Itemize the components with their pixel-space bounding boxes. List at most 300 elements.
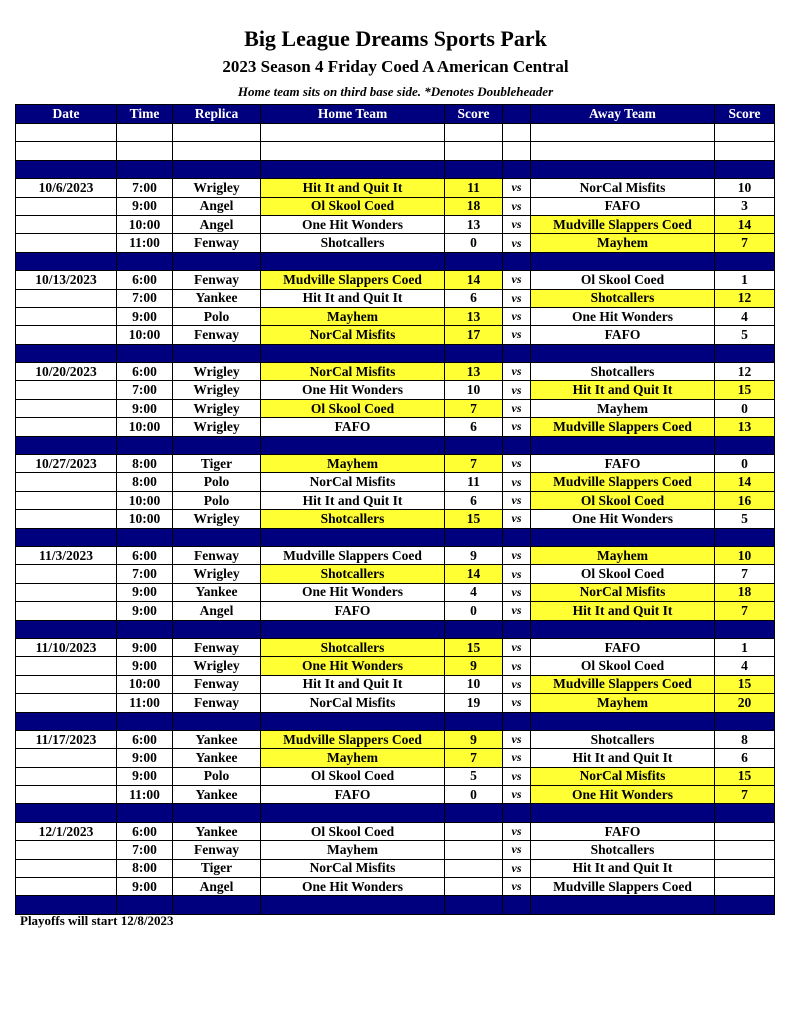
home-score-cell: 6 bbox=[445, 418, 503, 436]
date-cell bbox=[16, 675, 117, 693]
vs-cell: vs bbox=[503, 234, 531, 252]
home-score-cell: 14 bbox=[445, 271, 503, 289]
time-cell: 9:00 bbox=[117, 307, 173, 325]
date-cell: 11/3/2023 bbox=[16, 546, 117, 564]
schedule-note: Home team sits on third base side. *Denotes Doubleheader bbox=[237, 84, 554, 99]
away-team-cell: FAFO bbox=[531, 326, 715, 344]
vs-cell: vs bbox=[503, 455, 531, 473]
table-row bbox=[16, 602, 775, 620]
vs-cell bbox=[503, 124, 531, 142]
vs-cell: vs bbox=[503, 197, 531, 215]
table-row bbox=[16, 730, 775, 748]
vs-cell bbox=[503, 436, 531, 454]
away-team-cell bbox=[531, 620, 715, 638]
away-team-cell: One Hit Wonders bbox=[531, 510, 715, 528]
away-team-cell: Mayhem bbox=[531, 546, 715, 564]
time-cell: 6:00 bbox=[117, 730, 173, 748]
replica-cell: Polo bbox=[173, 767, 261, 785]
date-cell: 11/10/2023 bbox=[16, 638, 117, 656]
away-team-cell: NorCal Misfits bbox=[531, 767, 715, 785]
away-score-cell: 10 bbox=[715, 179, 775, 197]
replica-cell: Wrigley bbox=[173, 418, 261, 436]
week-separator-row bbox=[16, 436, 775, 454]
home-score-cell: 0 bbox=[445, 786, 503, 804]
vs-cell bbox=[503, 160, 531, 178]
time-cell bbox=[117, 804, 173, 822]
date-cell bbox=[16, 289, 117, 307]
home-team-cell: NorCal Misfits bbox=[261, 473, 445, 491]
home-score-cell: 17 bbox=[445, 326, 503, 344]
table-row bbox=[16, 215, 775, 233]
col-header-time: Time bbox=[117, 105, 173, 124]
away-team-cell: NorCal Misfits bbox=[531, 583, 715, 601]
time-cell: 10:00 bbox=[117, 675, 173, 693]
vs-cell: vs bbox=[503, 491, 531, 509]
away-score-cell: 3 bbox=[715, 197, 775, 215]
away-team-cell: Mudville Slappers Coed bbox=[531, 215, 715, 233]
vs-cell: vs bbox=[503, 326, 531, 344]
table-row bbox=[16, 841, 775, 859]
replica-cell bbox=[173, 620, 261, 638]
away-score-cell: 5 bbox=[715, 510, 775, 528]
time-cell: 6:00 bbox=[117, 363, 173, 381]
home-score-cell bbox=[445, 252, 503, 270]
time-cell bbox=[117, 124, 173, 142]
away-team-cell: Mayhem bbox=[531, 694, 715, 712]
table-row bbox=[16, 399, 775, 417]
replica-cell: Yankee bbox=[173, 583, 261, 601]
replica-cell bbox=[173, 160, 261, 178]
vs-cell: vs bbox=[503, 307, 531, 325]
away-score-cell: 14 bbox=[715, 215, 775, 233]
replica-cell bbox=[173, 896, 261, 914]
away-score-cell bbox=[715, 436, 775, 454]
replica-cell: Fenway bbox=[173, 234, 261, 252]
vs-cell: vs bbox=[503, 215, 531, 233]
away-team-cell bbox=[531, 712, 715, 730]
date-cell: 12/1/2023 bbox=[16, 822, 117, 840]
away-score-cell: 13 bbox=[715, 418, 775, 436]
replica-cell: Polo bbox=[173, 473, 261, 491]
home-team-cell: Shotcallers bbox=[261, 638, 445, 656]
date-cell bbox=[16, 896, 117, 914]
away-team-cell bbox=[531, 252, 715, 270]
vs-cell: vs bbox=[503, 786, 531, 804]
replica-cell: Angel bbox=[173, 197, 261, 215]
replica-cell: Angel bbox=[173, 878, 261, 896]
home-team-cell bbox=[261, 124, 445, 142]
vs-cell: vs bbox=[503, 381, 531, 399]
home-score-cell bbox=[445, 712, 503, 730]
time-cell: 8:00 bbox=[117, 455, 173, 473]
home-score-cell: 6 bbox=[445, 289, 503, 307]
table-row bbox=[16, 381, 775, 399]
date-cell bbox=[16, 786, 117, 804]
replica-cell bbox=[173, 344, 261, 362]
blank-row bbox=[16, 142, 775, 160]
time-cell: 8:00 bbox=[117, 473, 173, 491]
date-cell bbox=[16, 418, 117, 436]
table-row bbox=[16, 694, 775, 712]
home-team-cell: FAFO bbox=[261, 602, 445, 620]
vs-cell bbox=[503, 252, 531, 270]
date-cell: 10/13/2023 bbox=[16, 271, 117, 289]
time-cell bbox=[117, 252, 173, 270]
away-score-cell: 7 bbox=[715, 565, 775, 583]
home-score-cell: 9 bbox=[445, 657, 503, 675]
away-score-cell bbox=[715, 878, 775, 896]
vs-cell: vs bbox=[503, 363, 531, 381]
away-team-cell bbox=[531, 436, 715, 454]
away-score-cell: 0 bbox=[715, 399, 775, 417]
time-cell: 9:00 bbox=[117, 749, 173, 767]
date-cell bbox=[16, 491, 117, 509]
table-row bbox=[16, 565, 775, 583]
date-cell bbox=[16, 399, 117, 417]
time-cell: 6:00 bbox=[117, 546, 173, 564]
away-team-cell: Ol Skool Coed bbox=[531, 657, 715, 675]
time-cell: 10:00 bbox=[117, 418, 173, 436]
table-row bbox=[16, 859, 775, 877]
replica-cell: Yankee bbox=[173, 786, 261, 804]
home-team-cell: Ol Skool Coed bbox=[261, 767, 445, 785]
home-team-cell: One Hit Wonders bbox=[261, 878, 445, 896]
home-team-cell: Mudville Slappers Coed bbox=[261, 730, 445, 748]
date-cell bbox=[16, 767, 117, 785]
date-cell bbox=[16, 234, 117, 252]
away-score-cell: 15 bbox=[715, 767, 775, 785]
date-cell: 10/27/2023 bbox=[16, 455, 117, 473]
home-team-cell: Hit It and Quit It bbox=[261, 179, 445, 197]
replica-cell: Fenway bbox=[173, 546, 261, 564]
away-score-cell: 5 bbox=[715, 326, 775, 344]
replica-cell: Wrigley bbox=[173, 510, 261, 528]
schedule-table bbox=[15, 104, 775, 915]
table-row bbox=[16, 179, 775, 197]
replica-cell: Fenway bbox=[173, 271, 261, 289]
vs-cell: vs bbox=[503, 583, 531, 601]
home-team-cell bbox=[261, 142, 445, 160]
replica-cell: Fenway bbox=[173, 638, 261, 656]
replica-cell: Fenway bbox=[173, 841, 261, 859]
away-score-cell: 4 bbox=[715, 307, 775, 325]
date-cell bbox=[16, 804, 117, 822]
vs-cell: vs bbox=[503, 179, 531, 197]
time-cell: 7:00 bbox=[117, 565, 173, 583]
home-team-cell: Shotcallers bbox=[261, 510, 445, 528]
away-score-cell bbox=[715, 712, 775, 730]
home-score-cell bbox=[445, 160, 503, 178]
vs-cell: vs bbox=[503, 694, 531, 712]
replica-cell: Angel bbox=[173, 215, 261, 233]
replica-cell: Yankee bbox=[173, 289, 261, 307]
away-team-cell bbox=[531, 124, 715, 142]
away-team-cell: FAFO bbox=[531, 197, 715, 215]
vs-cell bbox=[503, 344, 531, 362]
away-score-cell bbox=[715, 160, 775, 178]
away-score-cell: 7 bbox=[715, 786, 775, 804]
time-cell: 11:00 bbox=[117, 234, 173, 252]
home-score-cell bbox=[445, 878, 503, 896]
table-row bbox=[16, 510, 775, 528]
vs-cell: vs bbox=[503, 657, 531, 675]
away-score-cell: 7 bbox=[715, 234, 775, 252]
date-cell bbox=[16, 657, 117, 675]
table-row bbox=[16, 657, 775, 675]
home-score-cell bbox=[445, 344, 503, 362]
time-cell bbox=[117, 436, 173, 454]
replica-cell bbox=[173, 528, 261, 546]
table-row bbox=[16, 749, 775, 767]
away-team-cell: FAFO bbox=[531, 638, 715, 656]
home-score-cell: 11 bbox=[445, 473, 503, 491]
vs-cell bbox=[503, 620, 531, 638]
away-team-cell: Mudville Slappers Coed bbox=[531, 878, 715, 896]
replica-cell: Fenway bbox=[173, 675, 261, 693]
away-score-cell bbox=[715, 804, 775, 822]
home-team-cell: Mayhem bbox=[261, 749, 445, 767]
date-cell bbox=[16, 344, 117, 362]
home-score-cell bbox=[445, 859, 503, 877]
col-header-home-team: Home Team bbox=[261, 105, 445, 124]
replica-cell: Wrigley bbox=[173, 565, 261, 583]
time-cell: 11:00 bbox=[117, 786, 173, 804]
away-score-cell: 1 bbox=[715, 271, 775, 289]
home-team-cell: Shotcallers bbox=[261, 565, 445, 583]
vs-cell: vs bbox=[503, 546, 531, 564]
away-team-cell: Mudville Slappers Coed bbox=[531, 675, 715, 693]
home-team-cell: NorCal Misfits bbox=[261, 363, 445, 381]
vs-cell: vs bbox=[503, 602, 531, 620]
home-score-cell: 4 bbox=[445, 583, 503, 601]
replica-cell: Yankee bbox=[173, 749, 261, 767]
vs-cell: vs bbox=[503, 767, 531, 785]
away-team-cell: Ol Skool Coed bbox=[531, 565, 715, 583]
date-cell bbox=[16, 565, 117, 583]
replica-cell: Wrigley bbox=[173, 657, 261, 675]
home-score-cell bbox=[445, 142, 503, 160]
home-team-cell bbox=[261, 344, 445, 362]
replica-cell: Tiger bbox=[173, 859, 261, 877]
week-separator-row bbox=[16, 344, 775, 362]
home-team-cell: Mudville Slappers Coed bbox=[261, 271, 445, 289]
date-cell bbox=[16, 381, 117, 399]
away-team-cell: Mayhem bbox=[531, 399, 715, 417]
home-team-cell bbox=[261, 252, 445, 270]
home-score-cell: 6 bbox=[445, 491, 503, 509]
away-team-cell: Hit It and Quit It bbox=[531, 381, 715, 399]
table-row bbox=[16, 307, 775, 325]
away-score-cell: 18 bbox=[715, 583, 775, 601]
table-row bbox=[16, 455, 775, 473]
away-score-cell: 6 bbox=[715, 749, 775, 767]
home-team-cell: Hit It and Quit It bbox=[261, 289, 445, 307]
vs-cell: vs bbox=[503, 418, 531, 436]
vs-cell: vs bbox=[503, 675, 531, 693]
home-score-cell bbox=[445, 896, 503, 914]
replica-cell: Wrigley bbox=[173, 399, 261, 417]
home-score-cell: 10 bbox=[445, 381, 503, 399]
week-separator-row bbox=[16, 896, 775, 914]
replica-cell: Tiger bbox=[173, 455, 261, 473]
date-cell bbox=[16, 473, 117, 491]
home-team-cell: Ol Skool Coed bbox=[261, 399, 445, 417]
replica-cell: Yankee bbox=[173, 730, 261, 748]
vs-cell bbox=[503, 804, 531, 822]
home-team-cell bbox=[261, 160, 445, 178]
away-team-cell: Ol Skool Coed bbox=[531, 491, 715, 509]
home-score-cell: 0 bbox=[445, 234, 503, 252]
table-row bbox=[16, 197, 775, 215]
time-cell: 9:00 bbox=[117, 638, 173, 656]
page-title: Big League Dreams Sports Park bbox=[244, 26, 547, 51]
replica-cell bbox=[173, 142, 261, 160]
time-cell bbox=[117, 896, 173, 914]
away-score-cell bbox=[715, 896, 775, 914]
date-cell bbox=[16, 528, 117, 546]
time-cell: 7:00 bbox=[117, 179, 173, 197]
away-score-cell: 12 bbox=[715, 289, 775, 307]
date-cell bbox=[16, 142, 117, 160]
time-cell: 10:00 bbox=[117, 326, 173, 344]
home-score-cell: 13 bbox=[445, 363, 503, 381]
date-cell bbox=[16, 160, 117, 178]
home-score-cell bbox=[445, 804, 503, 822]
date-cell bbox=[16, 694, 117, 712]
table-row bbox=[16, 546, 775, 564]
table-row bbox=[16, 822, 775, 840]
vs-cell: vs bbox=[503, 510, 531, 528]
week-separator-row bbox=[16, 528, 775, 546]
col-header-away-score: Score bbox=[715, 105, 775, 124]
replica-cell: Polo bbox=[173, 307, 261, 325]
playoffs-note: Playoffs will start 12/8/2023 bbox=[20, 913, 174, 928]
table-row bbox=[16, 491, 775, 509]
home-team-cell: NorCal Misfits bbox=[261, 859, 445, 877]
date-cell bbox=[16, 602, 117, 620]
home-team-cell: One Hit Wonders bbox=[261, 657, 445, 675]
table-row bbox=[16, 271, 775, 289]
date-cell bbox=[16, 510, 117, 528]
vs-cell: vs bbox=[503, 271, 531, 289]
time-cell: 6:00 bbox=[117, 271, 173, 289]
home-team-cell: One Hit Wonders bbox=[261, 583, 445, 601]
home-team-cell bbox=[261, 896, 445, 914]
away-team-cell bbox=[531, 142, 715, 160]
away-score-cell: 15 bbox=[715, 675, 775, 693]
table-row bbox=[16, 583, 775, 601]
date-cell: 11/17/2023 bbox=[16, 730, 117, 748]
home-score-cell: 13 bbox=[445, 307, 503, 325]
away-score-cell: 4 bbox=[715, 657, 775, 675]
away-score-cell: 15 bbox=[715, 381, 775, 399]
replica-cell: Wrigley bbox=[173, 381, 261, 399]
home-score-cell bbox=[445, 841, 503, 859]
time-cell bbox=[117, 528, 173, 546]
away-team-cell bbox=[531, 344, 715, 362]
home-score-cell: 11 bbox=[445, 179, 503, 197]
vs-cell: vs bbox=[503, 878, 531, 896]
home-score-cell: 9 bbox=[445, 546, 503, 564]
col-header-vs bbox=[503, 105, 531, 124]
time-cell bbox=[117, 142, 173, 160]
time-cell: 9:00 bbox=[117, 583, 173, 601]
home-team-cell: Shotcallers bbox=[261, 234, 445, 252]
home-team-cell: One Hit Wonders bbox=[261, 381, 445, 399]
time-cell: 9:00 bbox=[117, 399, 173, 417]
replica-cell: Angel bbox=[173, 602, 261, 620]
away-team-cell: Shotcallers bbox=[531, 289, 715, 307]
away-team-cell bbox=[531, 528, 715, 546]
away-score-cell: 8 bbox=[715, 730, 775, 748]
vs-cell: vs bbox=[503, 730, 531, 748]
home-score-cell bbox=[445, 822, 503, 840]
home-score-cell bbox=[445, 528, 503, 546]
away-team-cell: Hit It and Quit It bbox=[531, 602, 715, 620]
away-score-cell: 0 bbox=[715, 455, 775, 473]
date-cell: 10/6/2023 bbox=[16, 179, 117, 197]
vs-cell bbox=[503, 142, 531, 160]
replica-cell bbox=[173, 252, 261, 270]
home-team-cell: Mayhem bbox=[261, 307, 445, 325]
home-score-cell bbox=[445, 436, 503, 454]
vs-cell bbox=[503, 528, 531, 546]
time-cell: 8:00 bbox=[117, 859, 173, 877]
col-header-away-team: Away Team bbox=[531, 105, 715, 124]
week-separator-row bbox=[16, 712, 775, 730]
time-cell bbox=[117, 620, 173, 638]
replica-cell: Wrigley bbox=[173, 179, 261, 197]
away-score-cell: 20 bbox=[715, 694, 775, 712]
away-score-cell bbox=[715, 344, 775, 362]
col-header-date: Date bbox=[16, 105, 117, 124]
away-score-cell: 1 bbox=[715, 638, 775, 656]
away-score-cell bbox=[715, 142, 775, 160]
replica-cell bbox=[173, 124, 261, 142]
table-row bbox=[16, 326, 775, 344]
vs-cell: vs bbox=[503, 473, 531, 491]
table-row bbox=[16, 878, 775, 896]
home-team-cell bbox=[261, 436, 445, 454]
away-team-cell: One Hit Wonders bbox=[531, 307, 715, 325]
table-row bbox=[16, 473, 775, 491]
home-score-cell: 5 bbox=[445, 767, 503, 785]
home-team-cell: Mayhem bbox=[261, 841, 445, 859]
week-separator-row bbox=[16, 252, 775, 270]
date-cell bbox=[16, 436, 117, 454]
home-team-cell: Mayhem bbox=[261, 455, 445, 473]
date-cell bbox=[16, 859, 117, 877]
home-score-cell: 10 bbox=[445, 675, 503, 693]
away-score-cell bbox=[715, 252, 775, 270]
time-cell: 9:00 bbox=[117, 602, 173, 620]
time-cell: 7:00 bbox=[117, 841, 173, 859]
away-team-cell: Ol Skool Coed bbox=[531, 271, 715, 289]
vs-cell: vs bbox=[503, 859, 531, 877]
vs-cell: vs bbox=[503, 841, 531, 859]
date-cell bbox=[16, 197, 117, 215]
home-score-cell bbox=[445, 124, 503, 142]
date-cell bbox=[16, 841, 117, 859]
home-team-cell: Ol Skool Coed bbox=[261, 822, 445, 840]
away-score-cell: 7 bbox=[715, 602, 775, 620]
table-row bbox=[16, 638, 775, 656]
vs-cell: vs bbox=[503, 399, 531, 417]
date-cell bbox=[16, 620, 117, 638]
away-score-cell: 10 bbox=[715, 546, 775, 564]
table-row bbox=[16, 234, 775, 252]
col-header-replica: Replica bbox=[173, 105, 261, 124]
